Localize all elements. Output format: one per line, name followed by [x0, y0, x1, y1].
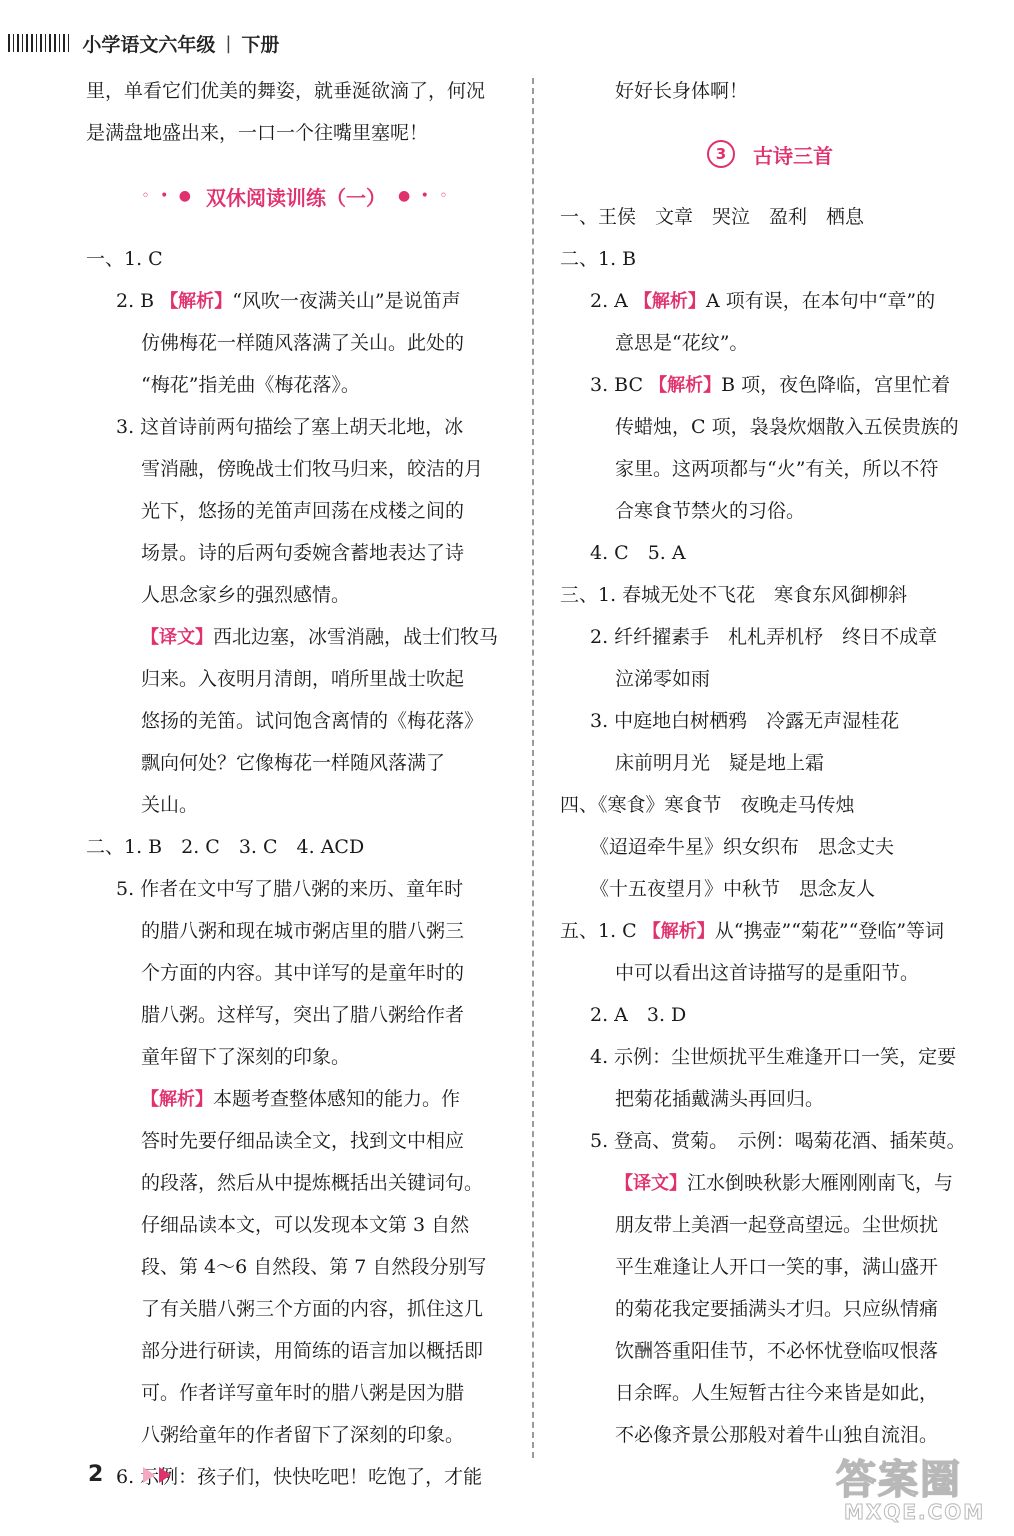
analysis-line: 仔细品读本文，可以发现本文第 3 自然 — [141, 1214, 470, 1236]
answer-line: 雪消融，傍晚战士们牧马归来，皎洁的月 — [141, 458, 484, 480]
section-heading — [86, 154, 506, 238]
answer-line: 一、1. C — [86, 248, 163, 270]
answer-line: 中可以看出这首诗描写的是重阳节。 — [615, 962, 920, 984]
page-number: 2 — [88, 1462, 104, 1487]
answer-line: 好好长身体啊！ — [615, 80, 749, 102]
decor-dots-left: ◦ • ● — [141, 188, 194, 204]
answer-line: 传蜡烛，C 项，袅袅炊烟散入五侯贵族的 — [615, 416, 959, 438]
analysis-line: 段、第 4～6 自然段、第 7 自然段分别写 — [141, 1256, 487, 1278]
answer-line: 2. A 3. D — [590, 1004, 687, 1026]
answer-line: 4. C 5. A — [590, 542, 686, 564]
translation-line — [86, 616, 506, 658]
translation-line: 的菊花我定要插满头才归。只应纵情痛 — [615, 1298, 939, 1320]
arrow-dark-icon — [159, 1467, 171, 1483]
analysis-tag: 【解析】 — [141, 1089, 213, 1110]
answer-line: 场景。诗的后两句委婉含蓄地表达了诗 — [141, 542, 465, 564]
analysis-tag: 【解析】 — [633, 291, 706, 312]
right-column — [560, 70, 980, 1456]
translation-line: 不必像齐景公那般对着牛山独自流泪。 — [615, 1424, 939, 1446]
analysis-text: 本题考查整体感知的能力。作 — [213, 1088, 461, 1110]
translation-text: 西北边塞，冰雪消融，战士们牧马 — [213, 626, 499, 648]
answer-line: 家里。这两项都与“火”有关，所以不符 — [615, 458, 939, 480]
watermark-text: 答案圈 — [836, 1457, 962, 1503]
answer-line: 二、1. B — [560, 248, 637, 270]
analysis-tag: 【解析】 — [160, 291, 233, 312]
translation-line: 悠扬的羌笛。试问饱含离情的《梅花落》 — [141, 710, 484, 732]
analysis-tag: 【解析】 — [642, 921, 715, 942]
answer-line — [560, 910, 980, 952]
answer-line: 的腊八粥和现在城市粥店里的腊八粥三 — [141, 920, 465, 942]
analysis-line: 答时先要仔细品读全文，找到文中相应 — [141, 1130, 465, 1152]
text-line: 里，单看它们优美的舞姿，就垂涎欲滴了，何况 — [86, 80, 486, 102]
analysis-line: 部分进行研读，用简练的语言加以概括即 — [141, 1340, 484, 1362]
translation-text: 江水倒映秋影大雁刚刚南飞，与 — [687, 1172, 954, 1194]
answer-line: 5. 登高、赏菊。 示例：喝菊花酒、插茱萸。 — [590, 1130, 966, 1152]
watermark-logo — [836, 1448, 1006, 1528]
watermark-url: MXQE.COM — [844, 1500, 986, 1524]
translation-line: 关山。 — [141, 794, 199, 816]
analysis-line: 了有关腊八粥三个方面的内容，抓住这几 — [141, 1298, 484, 1320]
book-title: 小学语文六年级 — [82, 33, 216, 56]
lesson-heading — [560, 112, 980, 196]
answer-line: 2. 纤纤擢素手 札札弄机杼 终日不成章 — [590, 626, 938, 648]
answer-line: 童年留下了深刻的印象。 — [141, 1046, 351, 1068]
answer-line — [560, 280, 980, 322]
answer-line: 人思念家乡的强烈感情。 — [141, 584, 351, 606]
answer-number: 2. B — [116, 290, 155, 312]
answer-number: 3. BC — [590, 374, 644, 396]
answer-line: 个方面的内容。其中详写的是童年时的 — [141, 962, 465, 984]
analysis-line: 的段落，然后从中提炼概括出关键词句。 — [141, 1172, 484, 1194]
answer-text: “风吹一夜满关山”是说笛声 — [232, 290, 461, 312]
arrow-icon — [143, 1467, 175, 1483]
analysis-line: 八粥给童年的作者留下了深刻的印象。 — [141, 1424, 465, 1446]
page-header — [8, 30, 279, 56]
barcode-decoration — [8, 34, 72, 52]
answer-line: 合寒食节禁火的习俗。 — [615, 500, 806, 522]
text-line: 是满盘地盛出来，一口一个往嘴里塞呢！ — [86, 122, 429, 144]
answer-line: 床前明月光 疑是地上霜 — [615, 752, 825, 774]
answer-line: 3. 这首诗前两句描绘了塞上胡天北地，冰 — [116, 416, 464, 438]
answer-line: 《十五夜望月》中秋节 思念友人 — [590, 878, 876, 900]
answer-line: 4. 示例：尘世烦扰平生难逢开口一笑，定要 — [590, 1046, 957, 1068]
answer-line: 6. 示例：孩子们，快快吃吧！吃饱了，才能 — [116, 1466, 483, 1488]
answer-text: A 项有误，在本句中“章”的 — [705, 290, 936, 312]
section-title: 双休阅读训练（一） — [206, 185, 386, 210]
header-separator: | — [225, 32, 232, 54]
translation-line: 饮酬答重阳佳节，不必怀忧登临叹恨落 — [615, 1340, 939, 1362]
answer-line: 《迢迢牵牛星》织女织布 思念丈夫 — [590, 836, 895, 858]
lesson-title: 古诗三首 — [753, 143, 833, 168]
answer-line: 二、1. B 2. C 3. C 4. ACD — [86, 836, 365, 858]
translation-tag: 【译文】 — [141, 627, 213, 648]
translation-line: 飘向何处？它像梅花一样随风落满了 — [141, 752, 446, 774]
answer-line: 三、1. 春城无处不飞花 寒食东风御柳斜 — [560, 584, 908, 606]
answer-line: 泣涕零如雨 — [615, 668, 711, 690]
column-divider — [532, 78, 534, 1458]
translation-line — [560, 1162, 980, 1204]
left-column — [86, 70, 506, 1498]
answer-number: 2. A — [590, 290, 628, 312]
arrow-light-icon — [143, 1467, 155, 1483]
answer-line: 把菊花插戴满头再回归。 — [615, 1088, 825, 1110]
answer-line — [560, 364, 980, 406]
answer-line: 意思是“花纹”。 — [615, 332, 749, 354]
answer-line: 四、《寒食》寒食节 夜晚走马传烛 — [560, 794, 855, 816]
answer-line: 仿佛梅花一样随风落满了关山。此处的 — [141, 332, 465, 354]
answer-line: 光下，悠扬的羌笛声回荡在戍楼之间的 — [141, 500, 465, 522]
page-footer — [88, 1462, 175, 1487]
answer-text: B 项，夜色降临，宫里忙着 — [721, 374, 951, 396]
answer-line: 腊八粥。这样写，突出了腊八粥给作者 — [141, 1004, 465, 1026]
lesson-number-badge: 3 — [707, 140, 735, 168]
decor-dots-right: ● • ◦ — [398, 188, 451, 204]
translation-line: 归来。入夜明月清朗，哨所里战士吹起 — [141, 668, 465, 690]
answer-line: 5. 作者在文中写了腊八粥的来历、童年时 — [116, 878, 464, 900]
answer-line: “梅花”指羌曲《梅花落》。 — [141, 374, 360, 396]
answer-text: 从“携壶”“菊花”“登临”等词 — [714, 920, 945, 942]
translation-tag: 【译文】 — [615, 1173, 687, 1194]
translation-line: 朋友带上美酒一起登高望远。尘世烦扰 — [615, 1214, 939, 1236]
analysis-line — [86, 1078, 506, 1120]
analysis-line: 可。作者详写童年时的腊八粥是因为腊 — [141, 1382, 465, 1404]
answer-line: 一、王侯 文章 哭泣 盈利 栖息 — [560, 206, 865, 228]
answer-line — [86, 280, 506, 322]
translation-line: 日余晖。人生短暂古往今来皆是如此， — [615, 1382, 939, 1404]
answer-line: 3. 中庭地白树栖鸦 冷露无声湿桂花 — [590, 710, 900, 732]
answer-number: 五、1. C — [560, 920, 637, 942]
analysis-tag: 【解析】 — [649, 375, 722, 396]
translation-line: 平生难逢让人开口一笑的事，满山盛开 — [615, 1256, 939, 1278]
book-volume: 下册 — [241, 33, 280, 56]
